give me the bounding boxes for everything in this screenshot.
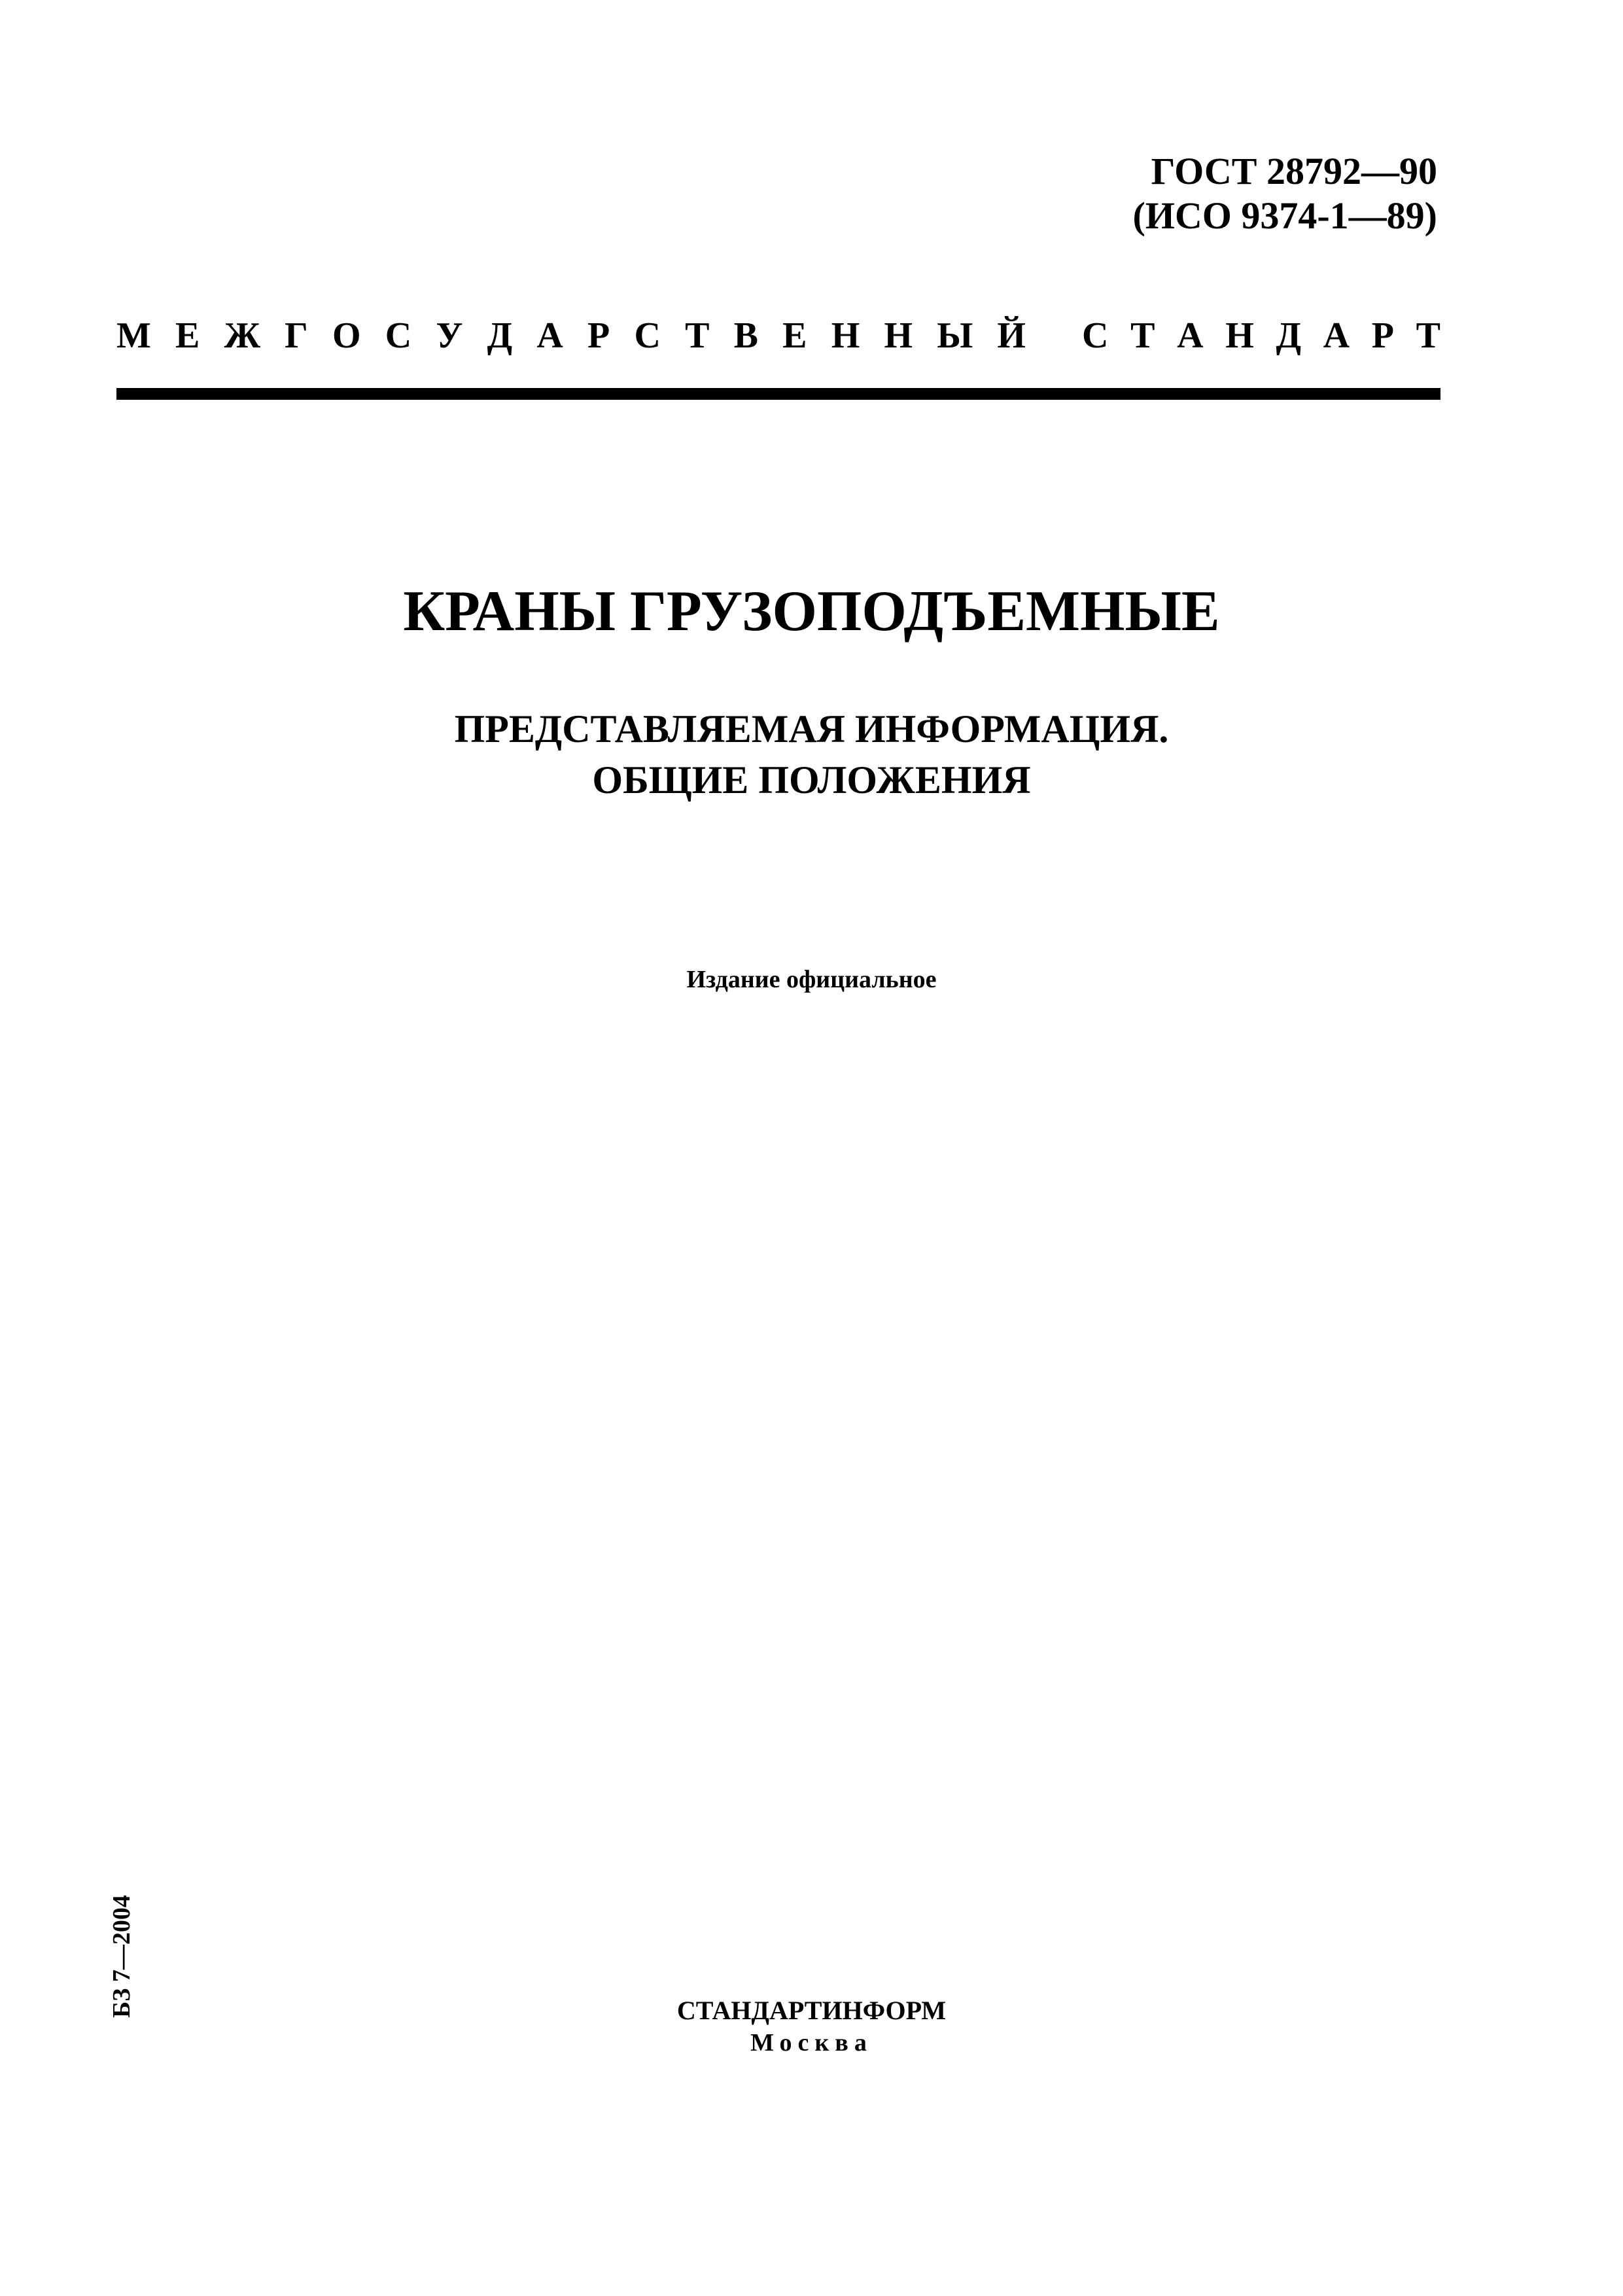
- category-letter: Т: [1130, 315, 1155, 356]
- category-letter: Р: [1371, 315, 1394, 356]
- category-letter: Е: [175, 315, 200, 356]
- category-letter: С: [385, 315, 412, 356]
- publisher-city: Москва: [750, 2029, 873, 2057]
- category-letter: Д: [487, 315, 513, 356]
- standard-designation: [1132, 149, 1437, 238]
- category-letter: Н: [884, 315, 913, 356]
- side-catalog-code: БЗ 7—2004: [108, 1895, 135, 2018]
- edition-note: Издание официальное: [686, 966, 937, 993]
- document-title: КРАНЫ ГРУЗОПОДЪЕМНЫЕ: [403, 580, 1220, 643]
- category-letter: О: [332, 315, 361, 356]
- category-letter: Д: [1276, 315, 1301, 356]
- category-word-standard: [1082, 313, 1440, 359]
- category-letter: С: [634, 315, 661, 356]
- category-word-interstate: [116, 313, 1026, 359]
- header-rule: [116, 388, 1440, 400]
- category-letter: Й: [997, 315, 1026, 356]
- standard-category: [116, 313, 1440, 359]
- gost-number: ГОСТ 28792—90: [1151, 150, 1437, 192]
- category-letter: В: [733, 315, 758, 356]
- category-letter: А: [536, 315, 563, 356]
- category-letter: Е: [782, 315, 807, 356]
- publisher-name: СТАНДАРТИНФОРМ: [676, 1996, 947, 2025]
- category-letter: У: [436, 315, 463, 356]
- category-letter: Ж: [224, 315, 260, 356]
- category-letter: Н: [831, 315, 860, 356]
- category-letter: Н: [1225, 315, 1254, 356]
- category-letter: Г: [285, 315, 308, 356]
- category-letter: А: [1177, 315, 1204, 356]
- category-letter: М: [116, 315, 151, 356]
- category-letter: Т: [685, 315, 710, 356]
- category-letter: А: [1323, 315, 1350, 356]
- subtitle-line-1: ПРЕДСТАВЛЯЕМАЯ ИНФОРМАЦИЯ.: [454, 707, 1169, 751]
- category-letter: С: [1082, 315, 1109, 356]
- subtitle-line-2: ОБЩИЕ ПОЛОЖЕНИЯ: [592, 758, 1031, 802]
- category-letter: Ы: [937, 315, 973, 356]
- iso-reference: (ИСО 9374-1—89): [1132, 194, 1437, 237]
- document-subtitle: [0, 703, 1623, 805]
- category-letter: Р: [587, 315, 610, 356]
- category-letter: Т: [1416, 315, 1440, 356]
